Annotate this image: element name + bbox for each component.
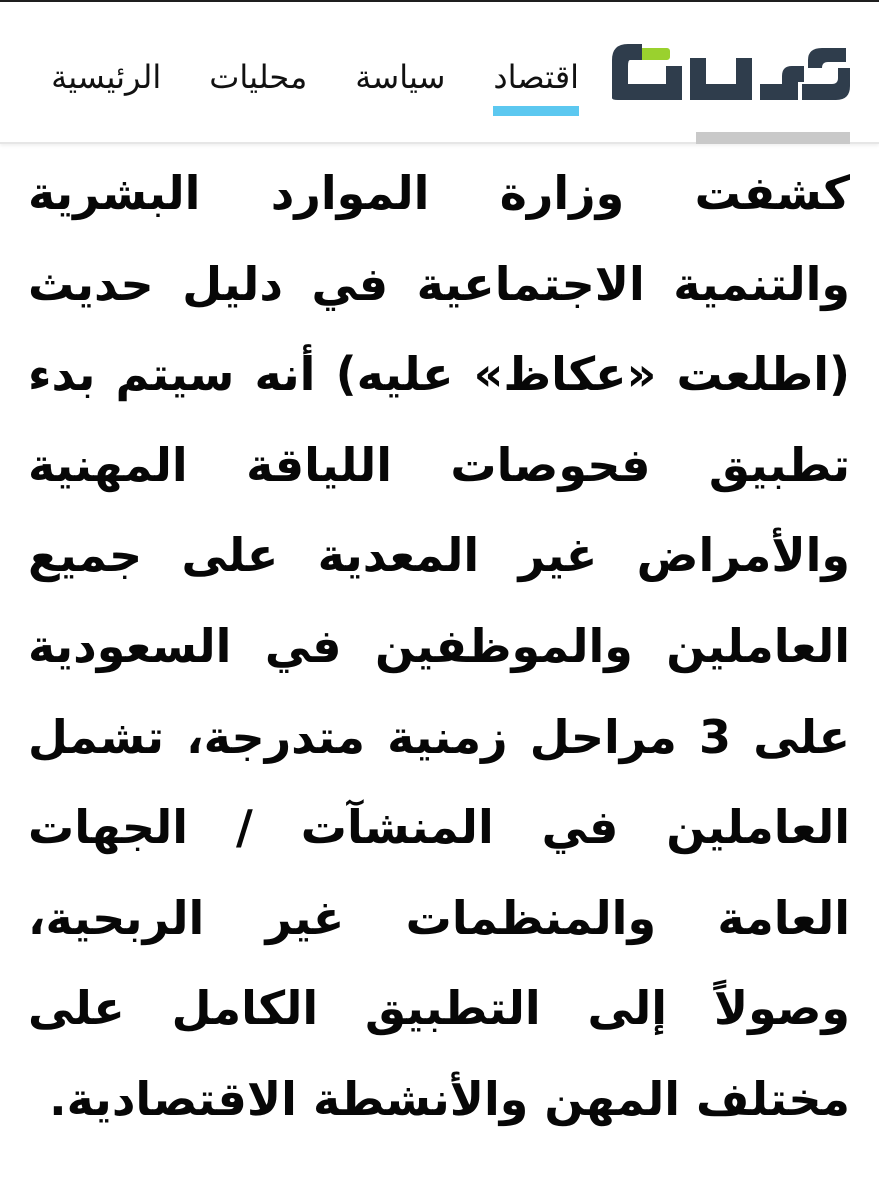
okaz-logo-mark [606,38,852,108]
okaz-logo[interactable] [606,38,852,108]
main-nav [51,42,579,122]
article [28,148,850,1145]
article-body-text: كشفت وزارة الموارد البشرية والتنمية الاجتماعية في دليل حديث (اطلعت «عكاظ» عليه) أنه سيتم بدء تطبيق فحوصات اللياقة المهنية والأمراض غير المعدية على جميع العاملين والموظفين في السعودية على 3 مراحل زمنية متدرجة، تشمل العاملين في المنشآت / الجهات العامة والمنظمات غير الربحية، وصولاً إلى التطبيق الكامل على مختلف المهن والأنشطة الاقتصادية. [28,166,850,1126]
nav-item-local[interactable]: محليات [209,58,308,96]
nav-item-economy[interactable]: اقتصاد [493,42,579,112]
nav-item-home[interactable]: الرئيسية [51,58,162,96]
nav-item-politics[interactable]: سياسة [355,58,446,96]
site-header [0,2,879,144]
logo-underbar [696,132,850,144]
